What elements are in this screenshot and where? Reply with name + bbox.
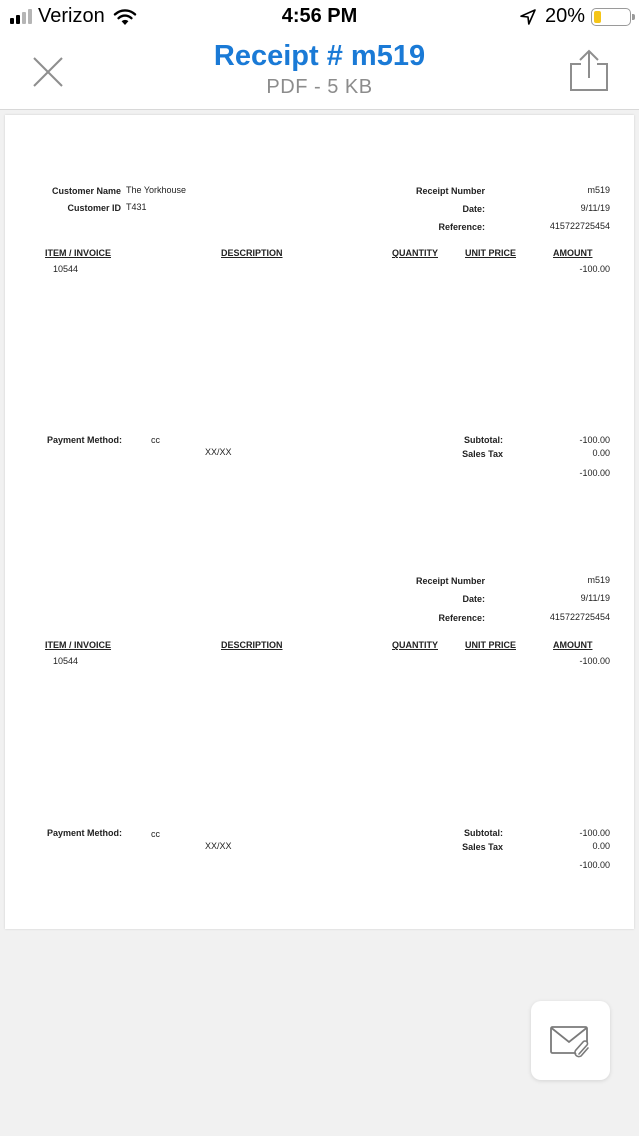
date-label: Date:	[462, 594, 485, 604]
line-item-amount: -100.00	[579, 656, 610, 666]
page-title: Receipt # m519	[213, 40, 426, 72]
column-header-unit-price: UNIT PRICE	[465, 640, 517, 650]
share-button[interactable]	[567, 48, 611, 94]
status-right	[519, 5, 631, 28]
column-header-item: ITEM / INVOICE	[45, 640, 112, 650]
subtotal-label: Subtotal:	[464, 435, 503, 445]
reference-label: Reference:	[438, 613, 485, 623]
carrier-name: Verizon	[38, 5, 105, 27]
status-time: 4:56 PM	[281, 5, 358, 27]
receipt-number-value: m519	[587, 185, 610, 195]
mail-attachment-button[interactable]	[531, 1001, 610, 1080]
column-header-unit-price: UNIT PRICE	[465, 248, 517, 258]
line-item-amount: -100.00	[579, 264, 610, 274]
reference-value: 415722725454	[549, 221, 610, 231]
line-item-number: 10544	[53, 264, 79, 274]
pdf-page[interactable]	[5, 115, 634, 929]
column-header-description: DESCRIPTION	[221, 248, 283, 258]
column-header-description: DESCRIPTION	[221, 640, 283, 650]
sales-tax-value: 0.00	[592, 448, 610, 458]
battery-icon	[591, 8, 631, 26]
column-header-amount: AMOUNT	[553, 248, 593, 258]
battery-level	[594, 11, 601, 23]
payment-method-label: Payment Method:	[47, 435, 123, 445]
subtotal-label: Subtotal:	[464, 828, 503, 838]
column-header-item: ITEM / INVOICE	[45, 248, 112, 258]
subtotal-value: -100.00	[579, 828, 610, 838]
receipt-number-label: Receipt Number	[415, 186, 485, 196]
column-header-quantity: QUANTITY	[392, 248, 438, 258]
customer-name-value: The Yorkhouse	[126, 185, 187, 195]
total-value: -100.00	[579, 468, 610, 478]
location-arrow-icon	[519, 8, 537, 26]
receipt-number-label: Receipt Number	[415, 576, 485, 586]
total-value: -100.00	[579, 860, 610, 870]
customer-id-value: T431	[126, 202, 147, 212]
share-icon	[567, 48, 611, 94]
nav-bar	[0, 34, 639, 110]
receipt-number-value: m519	[587, 575, 610, 585]
status-bar	[0, 0, 639, 34]
column-header-quantity: QUANTITY	[392, 640, 438, 650]
date-label: Date:	[462, 204, 485, 214]
mail-attachment-icon	[550, 1024, 592, 1058]
payment-method-label: Payment Method:	[47, 828, 123, 838]
customer-name-label: Customer Name	[51, 186, 121, 196]
column-header-amount: AMOUNT	[553, 640, 593, 650]
battery-percent: 20%	[544, 5, 585, 27]
date-value: 9/11/19	[580, 203, 610, 213]
payment-method-value: cc	[151, 435, 160, 445]
file-info: PDF - 5 KB	[266, 76, 373, 98]
card-mask: XX/XX	[205, 841, 232, 851]
sales-tax-value: 0.00	[592, 841, 610, 851]
payment-method-value: cc	[151, 829, 160, 839]
subtotal-value: -100.00	[579, 435, 610, 445]
card-mask: XX/XX	[205, 447, 232, 457]
sales-tax-label: Sales Tax	[462, 842, 503, 852]
reference-label: Reference:	[438, 222, 485, 232]
date-value: 9/11/19	[580, 593, 610, 603]
sales-tax-label: Sales Tax	[462, 449, 503, 459]
line-item-number: 10544	[53, 656, 79, 666]
reference-value: 415722725454	[549, 612, 610, 622]
customer-id-label: Customer ID	[67, 203, 121, 213]
